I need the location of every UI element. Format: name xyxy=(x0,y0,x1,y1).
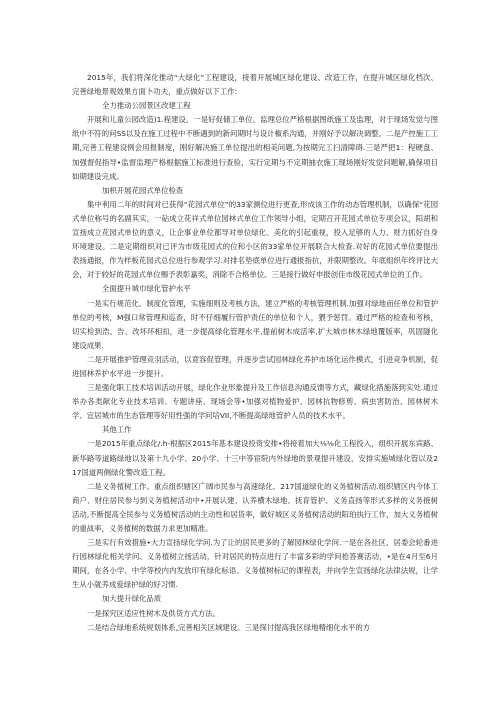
paragraph: 二是义务植树工作。重点组织辖区广阔市民参与高速绿化、217国道绿化的义务植树活动.组织辖区内今体工商户、财住居民参与到义务植树活动中•开展认建、认养横木绿地、抚育管护、义务直扬等形式多样的义务掖树活动,不断提高全民参与义务植树活动的主动性和居货率，做好城区义务植树活动的阳珀执行工作，加大义务植树的重战率，义务植树的数据力求更加精准。 xyxy=(72,481,438,533)
section-heading: 加大提升绿化品质 xyxy=(102,594,162,604)
paragraph: 一是实行规范化、制度化管理，实施细则及考核方法，建立严格的考核管理机制.加强对绿地而任单位和管护单位的考核，M强口常管理和巡查，时不仔细履行管护责任的单位和个人，猥予惩罚。通过严格的检查和考核，切实检到浩、告、改坏环相扣，进一步提高绿化管理水平,提前树木成活率,扩大城市林木绿地覆版率，巩固隧化建设成果. xyxy=(72,298,438,350)
section-heading: 加枳开展花园式单位检查 xyxy=(102,185,184,195)
paragraph: 三是实行有效措施•大力宣扬绿化学问.为了让的居民更多的了解园林绿化学问.一是在各社区、居委会轮番进行园林绿化相关学问、义务植树立扬活动，针对居民的特点进行了丰富多彩的学问抢答赛活动，•是在4月至6月期间，在各小学、中学等校内内发放印有绿化标语、义务植树标记的课程表，并向学生宣扬绿化法律法规，让学生从小就养成爱绿护绿的好习惯. xyxy=(72,538,438,590)
paragraph: 三是强化职工技术培训活动开展，绿化作业形象提升及工作信息沟通反馈等方式，藏绿化措施落到实处.通过举办各类献化专业技术培训、专题讲座、现场会等•加强对植物爱护、园林抗物修剪、病虫害防治、园林树木学、宜居城市的生态管理等好用性强的学问培VII,不断提高绿地管护人员的技术水平。 xyxy=(72,383,438,421)
paragraph: 2015年，我们将深化推动“大绿化”工程建设，接着开展城区绿化建设、改造工作，在提升城区绿化档次、完善绿地景观效果方面卜功夫，重点做好以下工作: xyxy=(72,73,438,97)
document-body xyxy=(72,71,438,635)
paragraph: 二是开展推护管理竞羽活动，以竟容促管理，并逐步尝试园林绿化养护市场化运作模式，引进竞争机制，促进园林养护水平进一步提升。 xyxy=(72,354,438,378)
section-heading: 其他工作 xyxy=(102,425,132,435)
section-heading: 全面提升城巾绿化管护水平 xyxy=(102,284,191,294)
paragraph: 开展和儿童公园改造)1.程建设，一是好促储工单位、监理总位严格根据图纸施工及监理，对于现场发觉与图纸中不符的问SS以及在施工过程中不断遇到的新问期时与设计椒系沟通，并刚好予以解决调整。二是产控施工工期,完善工程建设例会用报制度，刚好解决施工单位提出的相美问题,为按期完工扫清障碍.三是严把1：程硬盘、加强督促指导•监督监理产格根据施工标准进行查验，实行定期与不定期抽衣施工现场刚好发觉问题解,确保项目如期建设完成。 xyxy=(72,115,438,181)
paragraph: 二是结合绿地系统规划体系,完善相关区域建设。三是探讨提高我区绿地精细化水平的方 xyxy=(87,622,371,632)
paragraph: 集中利用二年的时间对已获得“花园式单位”的33家测位进行更查,形成该工作的动态管理机制，以确保“花园式单位称号的名副其实，一砧成立花祥式单位园林式单位工作领导小组，定期召开花园式单位专项会议，阳胡和宣扬成立花园式单位的意义，让企事业单位都导对单位绿化、美化的引起重视，投入足够的人力、财力抓好自身环境建设。二是定期组织对已评为市级花园式的位和小区的33家单位开展联合大检查.对好的花园式单位要提出表扬通报，作为样板花园式总位进行参观学习.对排名垫底单位进行通报指抗，并限期整改。年底组织年终评比大会，对于较好的花园式单位赐予表彰嘉奖，消除不合格单位。三是接行做好申报创佳市级花园式单位的工作。 xyxy=(72,199,438,280)
section-heading: 全力推动公园景区改建工程 xyxy=(102,101,191,111)
paragraph: 一是2015年重点绿化/.h-根据区2015年基本建设投资安排•将接着加大⅛⅛化工程投入，组织开展东宾路、新华路等道路绿地以及第十九小学、20小学、十三中等宦院内外绿地的景观提升建设，安排实施城绿化管以及217国道两侧绿化警改造工程。 xyxy=(72,439,438,477)
paragraph: 一是探究区适应性树木及供货方式方法。 xyxy=(87,608,221,618)
